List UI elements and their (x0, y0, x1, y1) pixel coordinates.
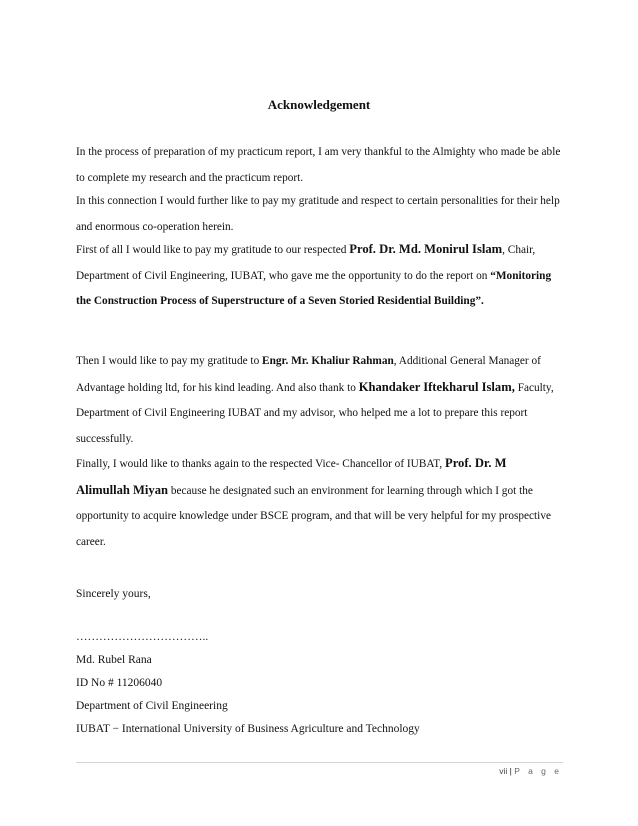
page-label: P a g e (514, 766, 562, 776)
paragraph-text: First of all I would like to pay my gratitude to our respected (76, 244, 350, 256)
author-department: Department of Civil Engineering (76, 700, 228, 712)
paragraph-intro: In the process of preparation of my practicum report, I am very thankful to the Almighty who made be able to complete my research and the practicum report. (76, 146, 561, 184)
author-id: ID No # 11206040 (76, 677, 163, 689)
paragraph-text: , Additional General Manager of Advantage holding ltd, for his kind leading. And also thank to (76, 355, 541, 394)
page-number: vii (499, 766, 508, 776)
paragraph-text: Faculty, Department of Civil Engineering IUBAT and my advisor, who helped me a lot to prepare this report successfully. (76, 381, 554, 445)
paragraph-advisors (76, 349, 562, 452)
footer-divider (76, 762, 563, 763)
paragraph-supervisor (76, 237, 562, 315)
footer-separator: | (509, 766, 512, 776)
paragraph-gratitude: In this connection I would further like to pay my gratitude and respect to certain personalities for their help and enormous co-operation herein. (76, 195, 560, 233)
advisor-name: Khandaker Iftekharul Islam, (358, 379, 515, 394)
paragraph-text: Finally, I would like to thanks again to the respected Vice- Chancellor of IUBAT, (76, 458, 445, 470)
author-university: IUBAT − International University of Business Agriculture and Technology (76, 723, 420, 735)
manager-name: Engr. Mr. Khaliur Rahman (262, 355, 394, 367)
paragraph-text: because he designated such an environment for learning through which I got the opportunity to acquire knowledge under BSCE program, and that will be very helpful for my prospective career. (76, 484, 551, 548)
paragraph-vice-chancellor (76, 451, 562, 555)
report-title: “Monitoring the Construction Process of Superstructure of a Seven Storied Residential Building”. (76, 269, 552, 307)
signature-line: …………………………….. (76, 631, 209, 643)
page-footer (499, 766, 562, 776)
paragraph-text: , Chair, Department of Civil Engineering, IUBAT, who gave me the opportunity to do the report on (76, 244, 536, 282)
page-title: Acknowledgement (267, 97, 371, 112)
author-name: Md. Rubel Rana (76, 654, 152, 666)
closing-text: Sincerely yours, (76, 588, 151, 600)
paragraph-text: Then I would like to pay my gratitude to (76, 355, 263, 367)
supervisor-name: Prof. Dr. Md. Monirul Islam (349, 242, 503, 256)
vice-chancellor-name: Prof. Dr. M Alimullah Miyan (76, 456, 507, 497)
